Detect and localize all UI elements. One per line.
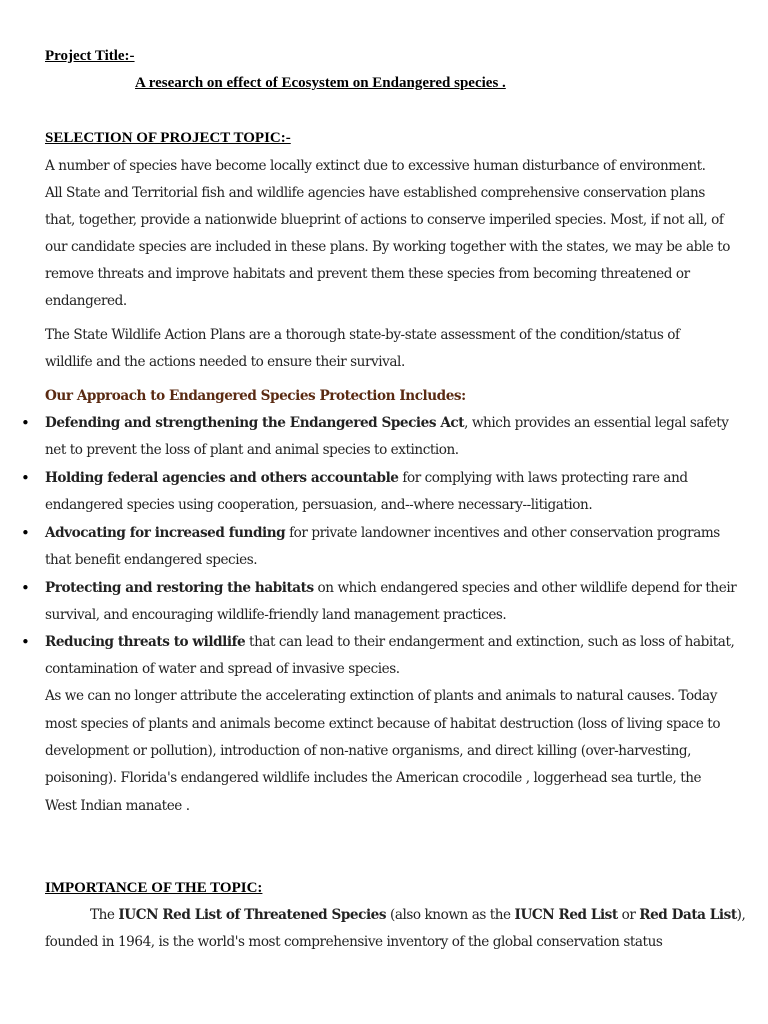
bullet-text-cont: survival, and encouraging wildlife-friendly land management practices.	[45, 607, 507, 623]
selection-line: A number of species have become locally extinct due to excessive human disturbance of environment.	[45, 158, 706, 174]
importance-text: (also known as the	[386, 907, 515, 923]
bullet-text: for complying with laws protecting rare and	[398, 470, 688, 486]
bullet-text: for private landowner incentives and other conservation programs	[285, 525, 720, 541]
bullet-icon: •	[21, 469, 30, 487]
bullet-bold: Protecting and restoring the habitats	[45, 580, 314, 596]
bullet-icon: •	[21, 579, 30, 597]
selection-line: our candidate species are included in these plans. By working together with the states, we may be able to	[45, 239, 730, 255]
extinction-line: development or pollution), introduction of non-native organisms, and direct killing (over-harvesting,	[45, 743, 691, 759]
bullet-text-cont: net to prevent the loss of plant and animal species to extinction.	[45, 442, 459, 458]
bullet-item	[45, 524, 745, 542]
bullet-item	[45, 633, 745, 651]
importance-line	[90, 906, 768, 924]
bullet-bold: Defending and strengthening the Endangered Species Act	[45, 415, 465, 431]
importance-text: The	[90, 907, 119, 923]
red-data-list: Red Data List	[639, 907, 737, 923]
bullet-item	[45, 579, 745, 597]
bullet-icon: •	[21, 524, 30, 542]
project-title: A research on effect of Ecosystem on Endangered species .	[135, 75, 506, 91]
approach-heading: Our Approach to Endangered Species Protection Includes:	[45, 388, 466, 404]
bullet-item	[45, 469, 745, 487]
bullet-bold: Reducing threats to wildlife	[45, 634, 246, 650]
bullet-text-cont: contamination of water and spread of invasive species.	[45, 661, 400, 677]
iucn-red-list-name: IUCN Red List of Threatened Species	[118, 907, 387, 923]
bullet-item	[45, 414, 745, 432]
selection-line: All State and Territorial fish and wildlife agencies have established comprehensive conservation plans	[45, 185, 705, 201]
project-title-label: Project Title:-	[45, 48, 135, 64]
action-plan-line: The State Wildlife Action Plans are a thorough state-by-state assessment of the condition/status of	[45, 327, 680, 343]
extinction-line: poisoning). Florida's endangered wildlife includes the American crocodile , loggerhead sea turtle, the	[45, 770, 702, 786]
selection-heading: SELECTION OF PROJECT TOPIC:-	[45, 130, 291, 146]
importance-text: or	[617, 907, 640, 923]
importance-heading: IMPORTANCE OF THE TOPIC:	[45, 880, 263, 896]
iucn-red-list-short: IUCN Red List	[514, 907, 618, 923]
action-plan-line: wildlife and the actions needed to ensure their survival.	[45, 354, 405, 370]
extinction-line: West Indian manatee .	[45, 798, 190, 814]
extinction-line: As we can no longer attribute the accelerating extinction of plants and animals to natural causes. Today	[45, 688, 717, 704]
bullet-text: on which endangered species and other wildlife depend for their	[313, 580, 737, 596]
importance-line-cont: founded in 1964, is the world's most comprehensive inventory of the global conservation status	[45, 934, 663, 950]
selection-line: that, together, provide a nationwide blueprint of actions to conserve imperiled species. Most, if not all, of	[45, 212, 724, 228]
bullet-icon: •	[21, 633, 30, 651]
bullet-text-cont: that benefit endangered species.	[45, 552, 258, 568]
bullet-text: that can lead to their endangerment and extinction, such as loss of habitat,	[245, 634, 735, 650]
bullet-bold: Holding federal agencies and others accountable	[45, 470, 399, 486]
extinction-line: most species of plants and animals become extinct because of habitat destruction (loss of living space to	[45, 716, 721, 732]
bullet-bold: Advocating for increased funding	[45, 525, 286, 541]
bullet-icon: •	[21, 414, 30, 432]
importance-text: ),	[736, 907, 746, 923]
selection-line: endangered.	[45, 293, 127, 309]
selection-line: remove threats and improve habitats and prevent them these species from becoming threatened or	[45, 266, 690, 282]
bullet-text: , which provides an essential legal safety	[464, 415, 729, 431]
bullet-text-cont: endangered species using cooperation, persuasion, and--where necessary--litigation.	[45, 497, 593, 513]
